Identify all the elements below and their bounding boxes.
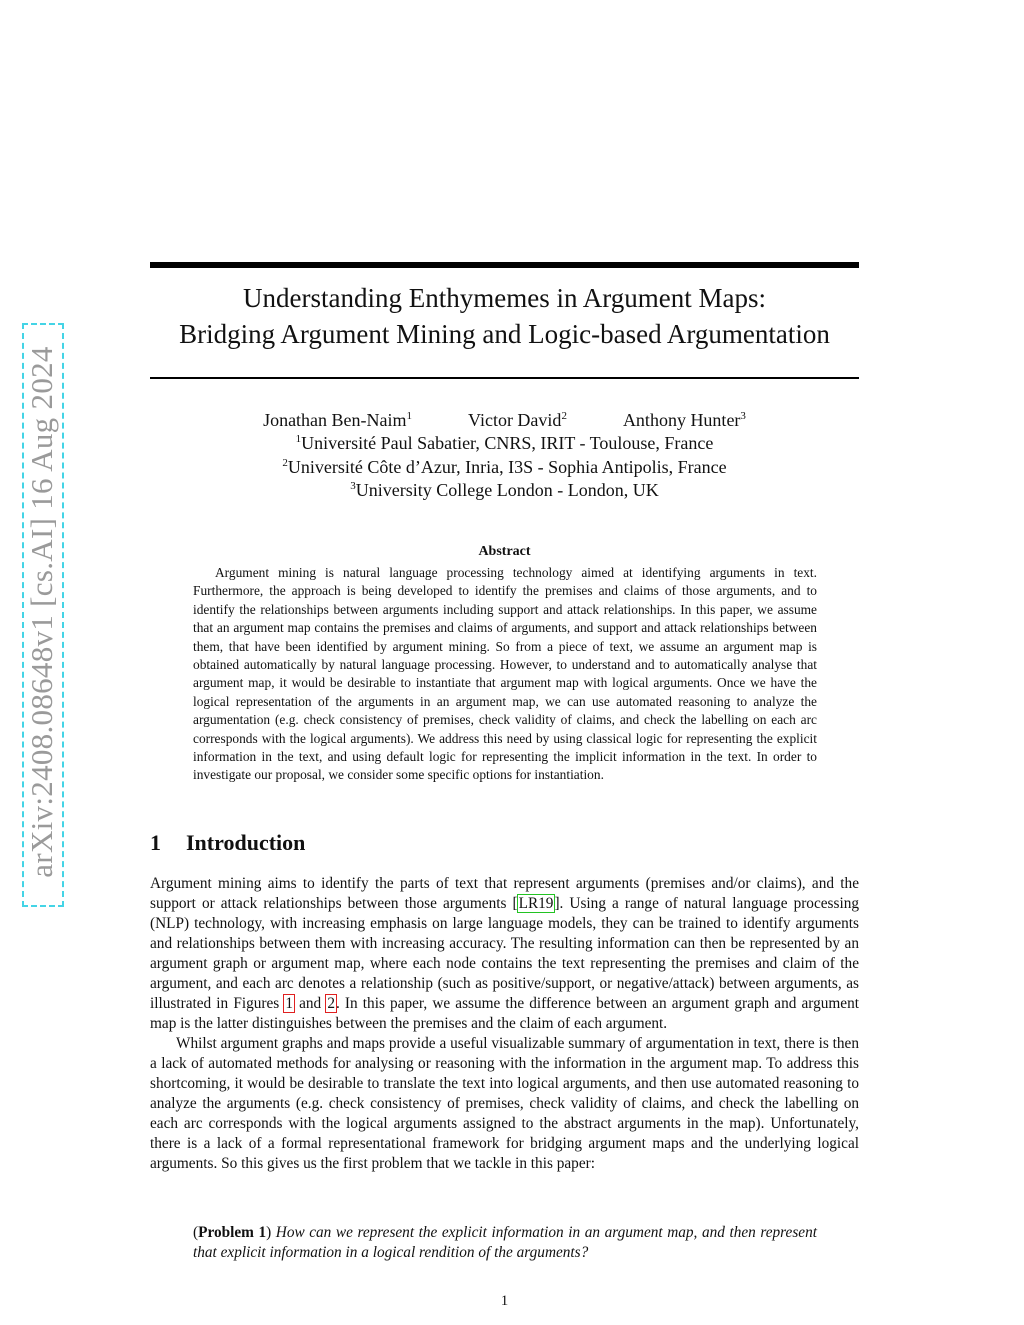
page-number: 1 [500,1293,509,1309]
citation-link[interactable]: LR19 [518,895,554,912]
affiliation: $^3$University College London - London, UK [350,480,659,500]
affiliation-list [150,432,859,503]
author: Anthony Hunter$^3$ [622,410,746,430]
problem-statement: (Problem 1) How can we represent the explicit information in an argument map, and then represent that explicit information in a logical rendition of the arguments? [193,1224,817,1261]
section-number: 1 [150,830,161,855]
paragraph: Argument mining aims to identify the parts of text that represent arguments (premises and/or claims), and the support or attack relationships between those arguments [LR19]. Using a range of natural language processing (NLP) technology, with increasing emphasis on large language models, they can be trained to identify arguments and relationships between them with increasing accuracy. The resulting information can then be represented by an argument graph or argument map, where each node contains the text representing the premises and claim of the argument, and each arc denotes a relationship (such as positive/support, or negative/attack) between arguments, as illustrated in Figures 1 and 2. In this paper, we assume the difference between an argument graph and argument map is the latter distinguishes between the premises and the claim of each argument. [150,875,859,1032]
author: Jonathan Ben-Naim$^1$ [263,410,413,430]
paper-title [150,280,859,352]
title-line-1: Understanding Enthymemes in Argument Maps: [243,283,766,313]
abstract-text: Argument mining is natural language processing technology aimed at identifying arguments in text. Furthermore, the approach is being developed to identify the premises and claims of those arguments, and to identify the relationships between arguments including support and attack relationships. In this paper, we assume that an argument map contains the premises and claims of arguments, and support and attack relationships between them, that have been identified by argument mining. So from a piece of text, we assume an argument map is obtained automatically by natural language processing. However, to understand and to automatically analyse that argument map, it would be desirable to instantiate that argument map with logical arguments. Once we have the logical representation of the arguments in an argument map, we can use automated reasoning to analyze the argumentation (e.g. check consistency of premises, check validity of claims, and check the labelling on each arc corresponds with the logical arguments). We address this need by using classical logic for representing the explicit information in the text, and using default logic for representing the implicit information in the text. In order to investigate our proposal, we consider some specific options for instantiation. [193,565,817,783]
section-title: Introduction [186,830,306,855]
author-list [150,408,859,432]
problem-label: Problem 1 [198,1224,267,1241]
abstract-heading: Abstract [478,544,531,559]
problem-question: How can we represent the explicit information in an argument map, and then represent that explicit information in a logical rendition of the arguments? [193,1224,817,1261]
section-heading [150,830,305,856]
arxiv-identifier[interactable]: arXiv:2408.08648v1 [cs.AI] 16 Aug 2024 [24,346,59,878]
figure-link[interactable]: 2 [327,995,335,1012]
author: Victor David$^2$ [468,410,567,430]
affiliation: $^1$Université Paul Sabatier, CNRS, IRIT - Toulouse, France [295,433,714,453]
figure-link[interactable]: 1 [285,995,293,1012]
paragraph: Whilst argument graphs and maps provide a useful visualizable summary of argumentation in text, there is then a lack of automated methods for analysing or reasoning with the information in the argument map. To address this shortcoming, it would be desirable to translate the text into logical arguments, and then use automated reasoning to analyze the arguments (e.g. check consistency of premises, check validity of claims, and check the labelling on each arc corresponds with the logical arguments assigned to the abstract arguments in the map). Unfortunately, there is a lack of a formal representational framework for bridging argument maps and the underlying logical arguments. So this gives us the first problem that we tackle in this paper: [150,1035,859,1172]
introduction-body [150,874,859,1174]
title-line-2: Bridging Argument Mining and Logic-based Argumentation [179,319,830,349]
title-bottom-rule [150,377,859,379]
title-top-rule [150,262,859,268]
affiliation: $^2$Université Côte d’Azur, Inria, I3S - Sophia Antipolis, France [282,456,727,477]
